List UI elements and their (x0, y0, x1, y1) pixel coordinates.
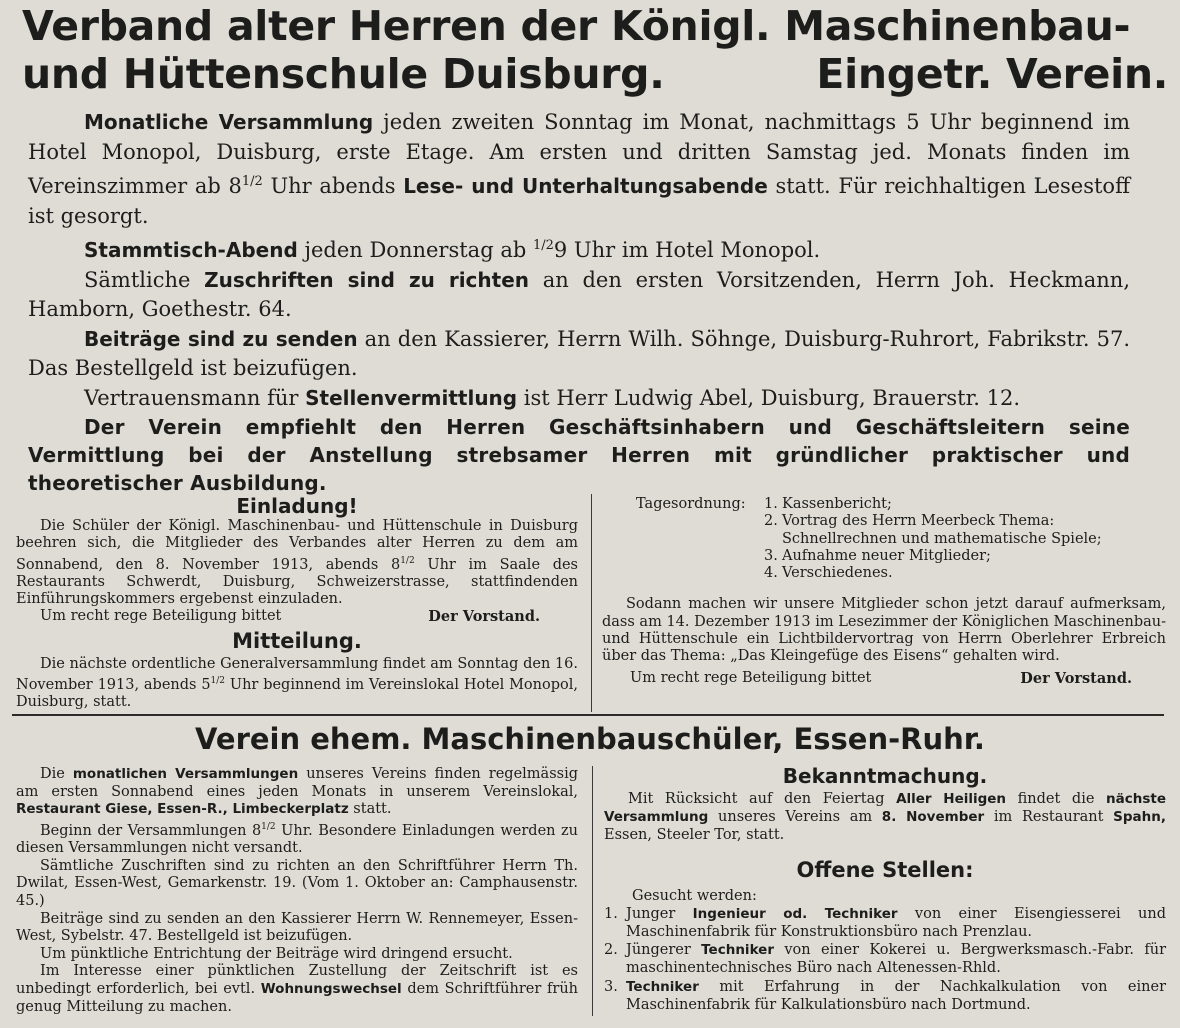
bold-phrase: nächste Versammlung (604, 791, 1166, 826)
section-divider (12, 714, 1164, 716)
mitteilung-heading: Mitteilung. (232, 628, 362, 653)
essen-start (16, 819, 578, 858)
bold-phrase: Ingenieur od. Techniker (692, 905, 898, 922)
text: Die (40, 766, 73, 782)
job-text (626, 978, 1166, 1014)
signature-request: Um recht rege Beteiligung bittet (630, 669, 872, 686)
text: an den ersten Vorsitzenden, Herrn Joh. Heckmann, Hamborn, Goethestr. 64. (28, 267, 1130, 321)
left-column (16, 494, 578, 711)
title-line-1: Verband alter Herren der Königl. Maschinenbau- (22, 2, 1131, 50)
fraction: 1/2 (210, 675, 226, 686)
text: findet die (1006, 791, 1107, 807)
lecture-announcement: Sodann machen wir unsere Mitglieder schon jetzt darauf aufmerksam, dass am 14. Dezember 1913 im Lesezimmer der Königlichen Maschinenbau- und Hüttenschule ein Lichtbildervortrag von Herrn Oberlehrer Erbreich über das Thema: „Das Kleingefüge des Eisens“ gehalten wird. (602, 596, 1166, 665)
agenda (602, 496, 1166, 582)
item-number: 3. (764, 547, 778, 564)
text: von einer Kokerei u. Bergwerksmasch.-Fabr. für maschinentechnisches Büro nach Altenessen-Rhld. (626, 942, 1166, 977)
title-line-2 (22, 50, 1168, 98)
text: statt. (348, 801, 392, 818)
job-text (626, 905, 1166, 941)
bold-phrase: Techniker (626, 978, 699, 995)
text: Die nächste ordentliche Generalversammlung findet am Sonntag den 16. November 1913, abends 5 (16, 655, 578, 693)
bold-phrase: Restaurant Giese, Essen-R., Limbeckerplatz (16, 801, 349, 818)
text: Uhr im Saale des Restaurants Schwerdt, Duisburg, Schweizerstrasse, stattfindenden Einführungskommers ergebenst einzuladen. (16, 556, 579, 608)
stellen-intro: Gesucht werden: (632, 887, 757, 904)
text: Jüngerer (626, 942, 702, 959)
bold-phrase: Spahn, (1113, 809, 1166, 826)
title-line-2-left: und Hüttenschule Duisburg. (22, 50, 665, 98)
essen-title: Verein ehem. Maschinenbauschüler, Essen-Ruhr. (195, 722, 985, 756)
agenda-item (764, 565, 1166, 582)
item-text: Vortrag des Herrn Meerbeck Thema: Schnellrechnen und mathematische Spiele; (782, 513, 1102, 547)
text: Die Schüler der Königl. Maschinenbau- und Hüttenschule in Duisburg beehren sich, die Mitglieder des Verbandes alter Herren zu dem am Sonnabend, den 8. November 1913, abends 8 (16, 518, 578, 573)
bold-phrase: Wohnungswechsel (260, 980, 402, 997)
text: Essen, Steeler Tor, statt. (604, 827, 785, 844)
agenda-label: Tagesordnung: (636, 496, 746, 512)
bold-phrase: Lese- und Unterhaltungsabende (403, 174, 768, 198)
bold-phrase: 8. November (881, 809, 985, 826)
column-divider (591, 494, 592, 712)
essen-column (16, 766, 578, 1016)
mitteilung-text (16, 656, 578, 712)
fraction: 1/2 (532, 238, 554, 253)
text: 9 Uhr im Hotel Monopol. (553, 238, 821, 262)
column-divider (592, 766, 593, 1016)
item-number: 2. (764, 513, 778, 530)
item-number: 4. (764, 565, 778, 582)
item-number: 2. (604, 942, 618, 959)
text: mit Erfahrung in der Nachkalkulation von einer Maschinenfabrik für Kalkulationsbüro nach Dortmund. (626, 978, 1166, 1013)
text: Beginn der Versammlungen 8 (40, 822, 262, 839)
essen-meetings (16, 766, 578, 819)
bekanntmachung-text (604, 790, 1166, 845)
bold-phrase: Stammtisch-Abend (84, 238, 298, 262)
right-column (602, 496, 1166, 687)
essen-payment: Um pünktliche Entrichtung der Beiträge wird dringend ersucht. (40, 945, 513, 962)
text: ist Herr Ludwig Abel, Duisburg, Brauerstr. 12. (517, 385, 1021, 410)
offene-stellen-heading: Offene Stellen: (796, 857, 974, 882)
text: Uhr. Besondere Einladungen werden zu diesen Versammlungen nicht versandt. (16, 822, 578, 857)
text: statt. Für reichhaltigen Lesestoff ist gesorgt. (28, 174, 1130, 228)
fraction: 1/2 (241, 174, 263, 189)
notice-recommendation: Der Verein empfiehlt den Herren Geschäftsinhabern und Geschäftsleitern seine Vermittlung bei der Anstellung strebsamer Herren mit gründlicher praktischer und theoretischer Ausbildung. (28, 415, 1130, 495)
fraction: 1/2 (261, 821, 276, 832)
bold-phrase: Stellenvermittlung (305, 385, 518, 410)
bold-phrase: Techniker (701, 942, 774, 959)
signature-board: Der Vorstand. (1020, 669, 1132, 687)
agenda-item (764, 548, 1166, 565)
essen-address-change (16, 963, 578, 1016)
signature-board: Der Vorstand. (428, 608, 540, 626)
agenda-item (764, 496, 1166, 513)
notice-contributions (28, 325, 1130, 384)
item-number: 3. (604, 978, 618, 995)
bold-phrase: Monatliche Versammlung (84, 110, 374, 134)
text: jeden zweiten Sonntag im Monat, nachmittags 5 Uhr beginnend im Hotel Monopol, Duisburg, erste Etage. Am ersten und dritten Samstag jed. Monats finden im Vereinszimmer ab 8 (28, 110, 1130, 198)
text: von einer Eisengiesserei und Maschinenfabrik für Konstruktionsbüro nach Prenzlau. (626, 905, 1166, 941)
association-notice (28, 108, 1130, 497)
agenda-list (764, 496, 1166, 582)
einladung-text (16, 518, 578, 608)
essen-right-column (604, 762, 1166, 1014)
item-text: Verschiedenes. (782, 565, 893, 582)
text: Im Interesse einer pünktlichen Zustellung der Zeitschrift ist es unbedingt erforderlich, bei evtl. (16, 963, 578, 997)
signature-request: Um recht rege Beteiligung bittet (40, 608, 282, 625)
item-text: Aufnahme neuer Mitglieder; (782, 547, 991, 564)
job-text (626, 941, 1166, 977)
bold-phrase: Aller Heiligen (896, 791, 1007, 807)
einladung-signature (16, 608, 578, 625)
text: Uhr abends (262, 174, 404, 198)
notice-meeting (28, 108, 1130, 231)
bold-phrase: Zuschriften sind zu richten (204, 267, 530, 292)
essen-contributions: Beiträge sind zu senden an den Kassierer Herrn W. Rennemeyer, Essen-West, Sybelstr. 47. Bestellgeld ist beizufügen. (16, 910, 578, 945)
item-number: 1. (764, 496, 778, 512)
text: Uhr beginnend im Vereinslokal Hotel Monopol, Duisburg, statt. (16, 676, 578, 711)
text: Vertrauensmann für (84, 385, 306, 410)
notice-stammtisch (28, 231, 1130, 266)
job-list (604, 905, 1166, 1014)
bekanntmachung-heading: Bekanntmachung. (782, 764, 988, 788)
notice-correspondence (28, 266, 1130, 325)
notice-placement (28, 384, 1130, 414)
title-line-2-right: Eingetr. Verein. (816, 50, 1168, 98)
agenda-item (764, 513, 1166, 548)
bold-phrase: Beiträge sind zu senden (84, 326, 358, 351)
text: im Restaurant (984, 809, 1114, 826)
job-item (604, 905, 1166, 941)
job-item (604, 978, 1166, 1014)
text: dem Schriftführer früh genug Mitteilung zu machen. (16, 980, 579, 1015)
text: Junger (626, 905, 693, 922)
text: unseres Vereins finden regelmässig am ersten Sonnabend eines jeden Monats in unserem Vereinslokal, (16, 766, 578, 800)
text: jeden Donnerstag ab (297, 238, 533, 262)
association-title (22, 2, 1168, 98)
item-number: 1. (604, 905, 618, 922)
item-text: Kassenbericht; (782, 496, 892, 512)
essen-correspondence: Sämtliche Zuschriften sind zu richten an den Schriftführer Herrn Th. Dwilat, Essen-West, Gemarkenstr. 19. (Vom 1. Oktober an: Camphausenstr. 45.) (16, 857, 578, 909)
einladung-heading: Einladung! (236, 494, 358, 518)
text: unseres Vereins am (708, 809, 882, 826)
bold-phrase: monatlichen Versammlungen (72, 766, 299, 782)
tagesordnung-signature (602, 670, 1166, 687)
job-item (604, 941, 1166, 977)
text: Sämtliche (84, 267, 205, 292)
text: an den Kassierer, Herrn Wilh. Söhnge, Duisburg-Ruhrort, Fabrikstr. 57. Das Bestellgeld ist beizufügen. (28, 326, 1130, 380)
fraction: 1/2 (400, 555, 415, 566)
text: Mit Rücksicht auf den Feiertag (628, 791, 897, 807)
